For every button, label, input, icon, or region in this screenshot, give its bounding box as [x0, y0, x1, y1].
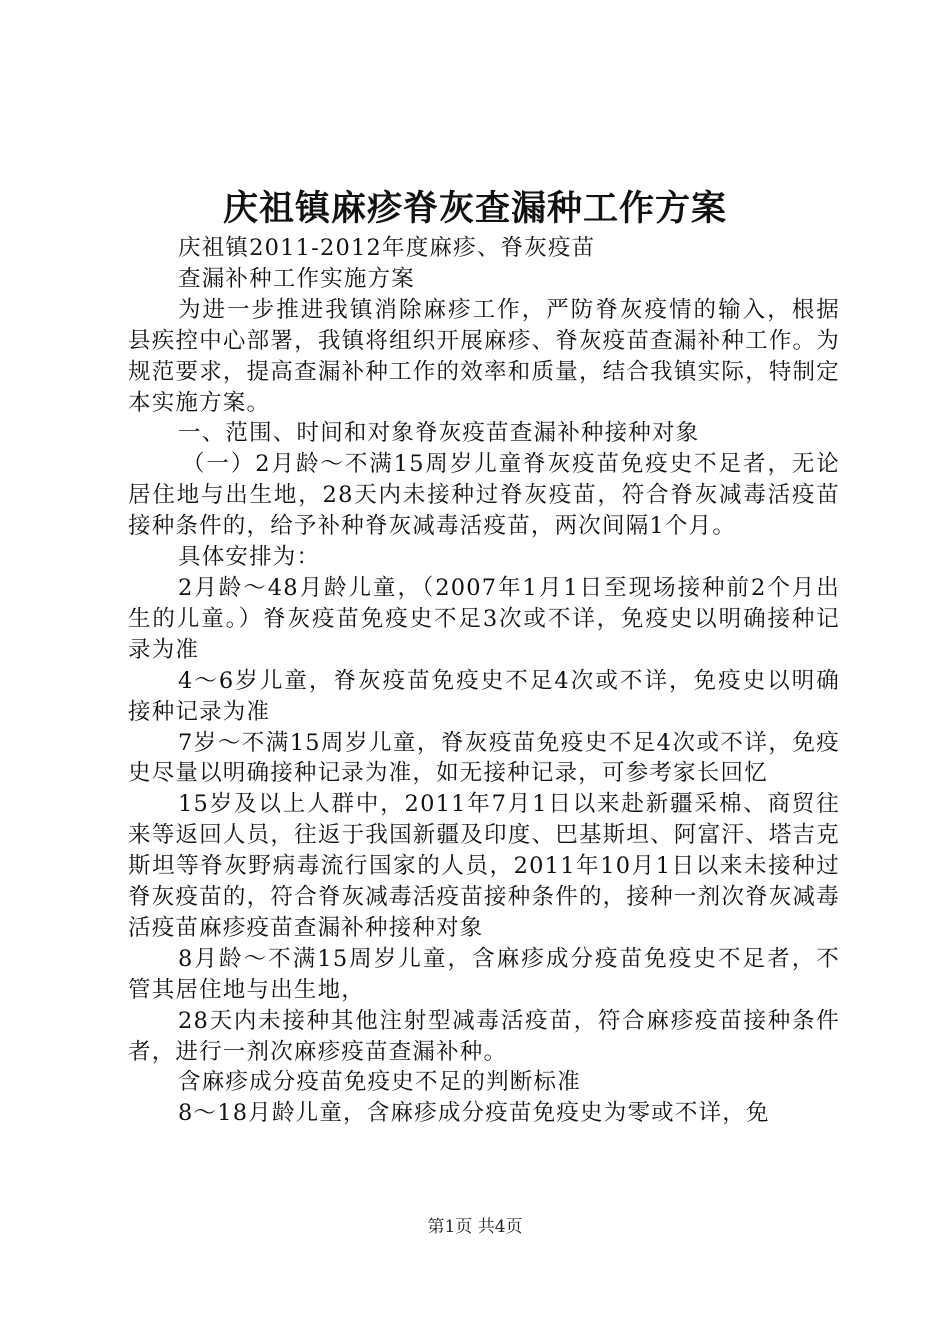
arrangement-item-3: 7岁～不满15周岁儿童，脊灰疫苗免疫史不足4次或不详，免疫史尽量以明确接种记录为准，如无接种记录，可参考家长回忆: [128, 729, 840, 787]
measles-target-paragraph: 8月龄～不满15周岁儿童，含麻疹成分疫苗免疫史不足者，不管其居住地与出生地，: [128, 945, 840, 1003]
measles-condition-paragraph: 28天内未接种其他注射型减毒活疫苗，符合麻疹疫苗接种条件者，进行一剂次麻疹疫苗查漏补种。: [128, 1007, 840, 1065]
subtitle-line-2: 查漏补种工作实施方案: [178, 265, 416, 292]
document-body: [128, 233, 840, 1129]
section-heading-1: 一、范围、时间和对象脊灰疫苗查漏补种接种对象: [178, 420, 700, 447]
criteria-item-1: 8～18月龄儿童，含麻疹成分疫苗免疫史为零或不详，免: [178, 1100, 770, 1127]
arrangement-item-1: 2月龄～48月龄儿童，（2007年1月1日至现场接种前2个月出生的儿童。）脊灰疫苗免疫史不足3次或不详，免疫史以明确接种记录为准: [128, 574, 840, 663]
intro-paragraph: 为进一步推进我镇消除麻疹工作，严防脊灰疫情的输入，根据县疾控中心部署，我镇将组织开展麻疹、脊灰疫苗查漏补种工作。为规范要求，提高查漏补种工作的效率和质量，结合我镇实际，特制定本实施方案。: [128, 296, 840, 416]
polio-target-paragraph: （一）2月龄～不满15周岁儿童脊灰疫苗免疫史不足者，无论居住地与出生地，28天内未接种过脊灰疫苗，符合脊灰减毒活疫苗接种条件的，给予补种脊灰减毒活疫苗，两次间隔1个月。: [128, 451, 840, 540]
document-title: 庆祖镇麻疹脊灰查漏种工作方案: [222, 188, 727, 229]
arrangement-item-4: 15岁及以上人群中，2011年7月1日以来赴新疆采棉、商贸往来等返回人员，往返于我国新疆及印度、巴基斯坦、阿富汗、塔吉克斯坦等脊灰野病毒流行国家的人员，2011年10月1日以来未接种过脊灰疫苗的，符合脊灰减毒活疫苗接种条件的，接种一剂次脊灰减毒活疫苗麻疹疫苗查漏补种接种对象: [128, 791, 840, 941]
arrangement-item-2: 4～6岁儿童，脊灰疫苗免疫史不足4次或不详，免疫史以明确接种记录为准: [128, 667, 840, 725]
subtitle-line-1: 庆祖镇2011-2012年度麻疹、脊灰疫苗: [178, 235, 596, 261]
arrangement-heading: 具体安排为：: [178, 544, 321, 571]
page-indicator: 第1页 共4页: [427, 1217, 523, 1237]
criteria-heading: 含麻疹成分疫苗免疫史不足的判断标准: [178, 1069, 581, 1096]
